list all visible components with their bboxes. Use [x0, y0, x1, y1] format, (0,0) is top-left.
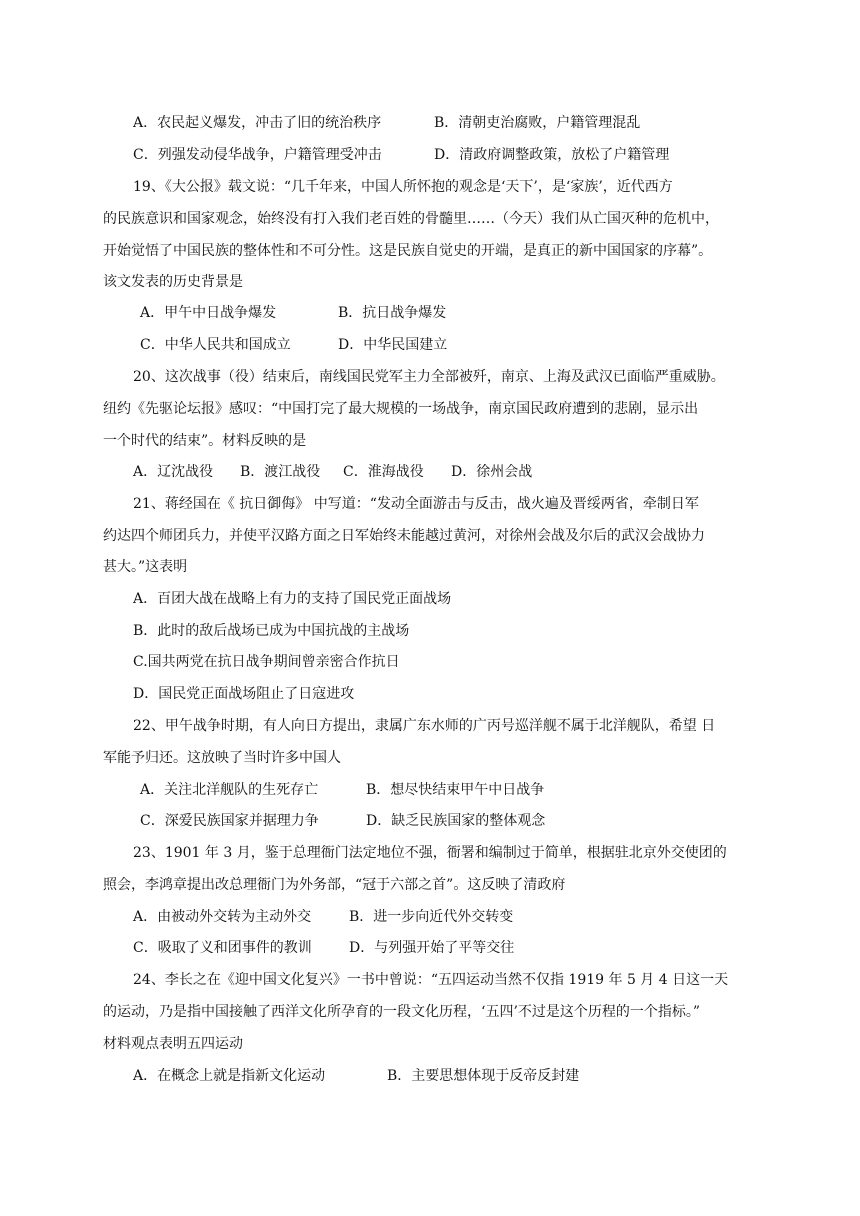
option-d: D．国民党正面战场阻止了日寇进攻: [133, 686, 355, 702]
option-c: C．列强发动侵华战争，户籍管理受冲击: [133, 147, 382, 163]
option-b: B．清朝吏治腐败，户籍管理混乱: [434, 115, 641, 131]
option-a: A．甲午中日战争爆发: [140, 305, 277, 321]
option-d: D．与列强开始了平等交往: [349, 940, 515, 956]
question-24-stem-line: 的运动，乃是指中国接触了西洋文化所孕育的一段文化历程，‘五四’不过是这个历程的一个指标。”: [103, 1004, 701, 1020]
option-a: A．辽沈战役: [133, 464, 214, 480]
option-d: D．徐州会战: [451, 464, 533, 480]
option-b: B．此时的敌后战场已成为中国抗战的主战场: [133, 623, 410, 639]
option-b: B．渡江战役: [240, 464, 321, 480]
question-24-stem-line: 材料观点表明五四运动: [103, 1036, 243, 1052]
option-a: A．关注北洋舰队的生死存亡: [140, 782, 319, 798]
question-21-stem-line: 甚大。”这表明: [103, 559, 188, 575]
question-19-stem-line: 的民族意识和国家观念，始终没有打入我们老百姓的骨髓里……（今天）我们从亡国灭种的危机中，: [103, 211, 719, 227]
option-a: A．在概念上就是指新文化运动: [133, 1068, 326, 1084]
question-19-stem-line: 19、《大公报》载文说：“几千年来，中国人所怀抱的观念是‘天下’，是‘家族’，近代西方: [133, 179, 673, 195]
question-20-stem-line: 一个时代的结束”。材料反映的是: [103, 433, 307, 449]
option-c: C.国共两党在抗日战争期间曾亲密合作抗日: [133, 654, 400, 670]
option-b: B．进一步向近代外交转变: [349, 909, 514, 925]
option-c: C．中华人民共和国成立: [140, 337, 291, 353]
question-20-stem-line: 20、这次战事（役）结束后，南线国民党军主力全部被歼，南京、上海及武汉已面临严重威胁。: [133, 369, 725, 385]
question-23-stem-line: 照会，李鸿章提出改总理衙门为外务部，“冠于六部之首”。这反映了清政府: [103, 877, 566, 893]
option-d: D．中华民国建立: [338, 337, 448, 353]
question-23-stem-line: 23、1901 年 3 月，鉴于总理衙门法定地位不强，衙署和编制过于简单，根据驻北京外交使团的: [133, 845, 727, 861]
option-d: D．清政府调整政策，放松了户籍管理: [434, 147, 670, 163]
option-c: C．深爱民族国家并据理力争: [140, 813, 319, 829]
option-a: A．百团大战在战略上有力的支持了国民党正面战场: [133, 591, 452, 607]
option-b: B．想尽快结束甲午中日战争: [366, 782, 545, 798]
question-24-stem-line: 24、李长之在《迎中国文化复兴》一书中曾说：“五四运动当然不仅指 1919 年 5 月 4 日这一天: [133, 972, 729, 988]
question-21-stem-line: 21、蒋经国在《 抗日御侮》 中写道：“发动全面游击与反击，战火遍及晋绥两省，牵制日军: [133, 496, 699, 512]
option-b: B．抗日战争爆发: [338, 305, 447, 321]
question-20-stem-line: 纽约《先驱论坛报》感叹：“中国打完了最大规模的一场战争，南京国民政府遭到的悲剧，显示出: [103, 401, 699, 417]
option-c: C．淮海战役: [343, 464, 424, 480]
option-c: C．吸取了义和团事件的教训: [133, 940, 312, 956]
option-d: D．缺乏民族国家的整体观念: [366, 813, 546, 829]
option-a: A．由被动外交转为主动外交: [133, 909, 312, 925]
option-b: B．主要思想体现于反帝反封建: [387, 1068, 580, 1084]
option-a: A．农民起义爆发，冲击了旧的统治秩序: [133, 115, 382, 131]
question-21-stem-line: 约达四个师团兵力，并使平汉路方面之日军始终未能越过黄河，对徐州会战及尔后的武汉会战协力: [103, 528, 705, 544]
question-19-stem-line: 开始觉悟了中国民族的整体性和不可分性。这是民族自觉史的开端，是真正的新中国国家的序幕”。: [103, 243, 713, 259]
question-22-stem-line: 22、甲午战争时期，有人向日方提出，隶属广东水师的广丙号巡洋舰不属于北洋舰队，希望 日: [133, 718, 716, 734]
question-19-stem-line: 该文发表的历史背景是: [103, 274, 243, 290]
question-22-stem-line: 军能予归还。这放映了当时许多中国人: [103, 750, 341, 766]
